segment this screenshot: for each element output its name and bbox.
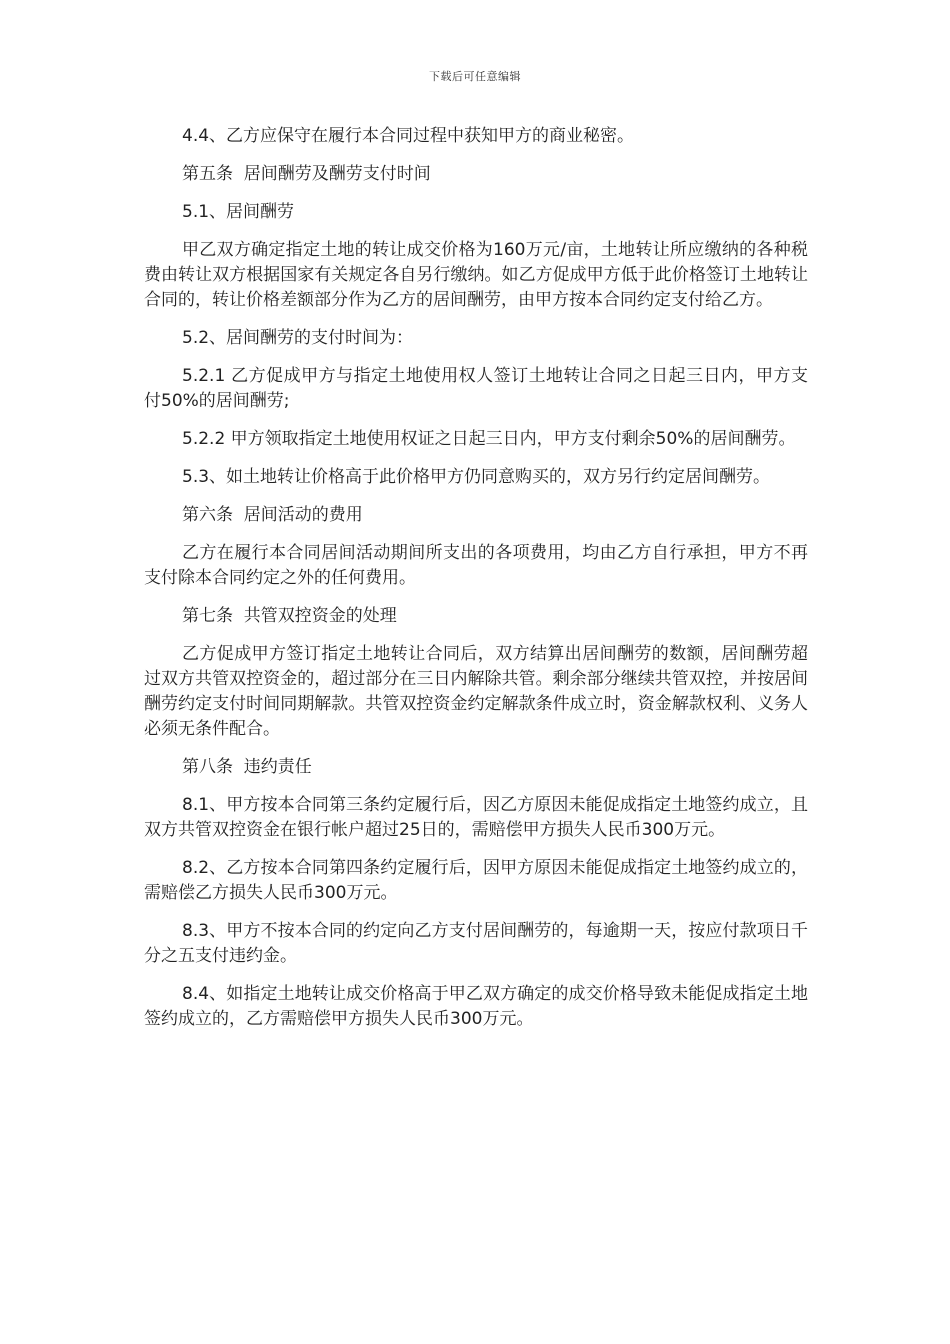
clause-5-1: 5.1、居间酬劳 [182, 202, 295, 222]
clause-5-2-1: 5.2.1 乙方促成甲方与指定土地使用权人签订土地转让合同之日起三日内，甲方支付50%的居间酬劳; [144, 366, 808, 411]
clause-5-3: 5.3、如土地转让价格高于此价格甲方仍同意购买的，双方另行约定居间酬劳。 [182, 467, 771, 487]
clause-5-2-2: 5.2.2 甲方领取指定土地使用权证之日起三日内，甲方支付剩余50%的居间酬劳。 [182, 429, 796, 449]
clause-8-3: 8.3、甲方不按本合同的约定向乙方支付居间酬劳的，每逾期一天，按应付款项日千分之五支付违约金。 [144, 921, 808, 966]
article-7-body: 乙方促成甲方签订指定土地转让合同后，双方结算出居间酬劳的数额，居间酬劳超过双方共管双控资金的，超过部分在三日内解除共管。剩余部分继续共管双控，并按居间酬劳约定支付时间同期解款。共管双控资金约定解款条件成立时，资金解款权利、义务人必须无条件配合。 [144, 644, 808, 739]
document-body [144, 124, 808, 1045]
clause-8-4: 8.4、如指定土地转让成交价格高于甲乙双方确定的成交价格导致未能促成指定土地签约成立的，乙方需赔偿甲方损失人民币300万元。 [144, 984, 808, 1029]
page-header: 下载后可任意编辑 [429, 70, 521, 83]
article-7-title: 第七条 共管双控资金的处理 [182, 606, 397, 626]
article-8-title: 第八条 违约责任 [182, 757, 312, 777]
clause-4-4: 4.4、乙方应保守在履行本合同过程中获知甲方的商业秘密。 [182, 126, 635, 146]
clause-5-2: 5.2、居间酬劳的支付时间为： [182, 328, 414, 348]
clause-8-2: 8.2、乙方按本合同第四条约定履行后，因甲方原因未能促成指定土地签约成立的，需赔偿乙方损失人民币300万元。 [144, 858, 808, 903]
clause-8-1: 8.1、甲方按本合同第三条约定履行后，因乙方原因未能促成指定土地签约成立，且双方共管双控资金在银行帐户超过25日的，需赔偿甲方损失人民币300万元。 [144, 795, 808, 840]
article-6-title: 第六条 居间活动的费用 [182, 505, 363, 525]
clause-5-1-body: 甲乙双方确定指定土地的转让成交价格为160万元/亩，土地转让所应缴纳的各种税费由转让双方根据国家有关规定各自另行缴纳。如乙方促成甲方低于此价格签订土地转让合同的，转让价格差额部分作为乙方的居间酬劳，由甲方按本合同约定支付给乙方。 [144, 240, 808, 310]
article-5-title: 第五条 居间酬劳及酬劳支付时间 [182, 164, 431, 184]
article-6-body: 乙方在履行本合同居间活动期间所支出的各项费用，均由乙方自行承担，甲方不再支付除本合同约定之外的任何费用。 [144, 543, 808, 588]
